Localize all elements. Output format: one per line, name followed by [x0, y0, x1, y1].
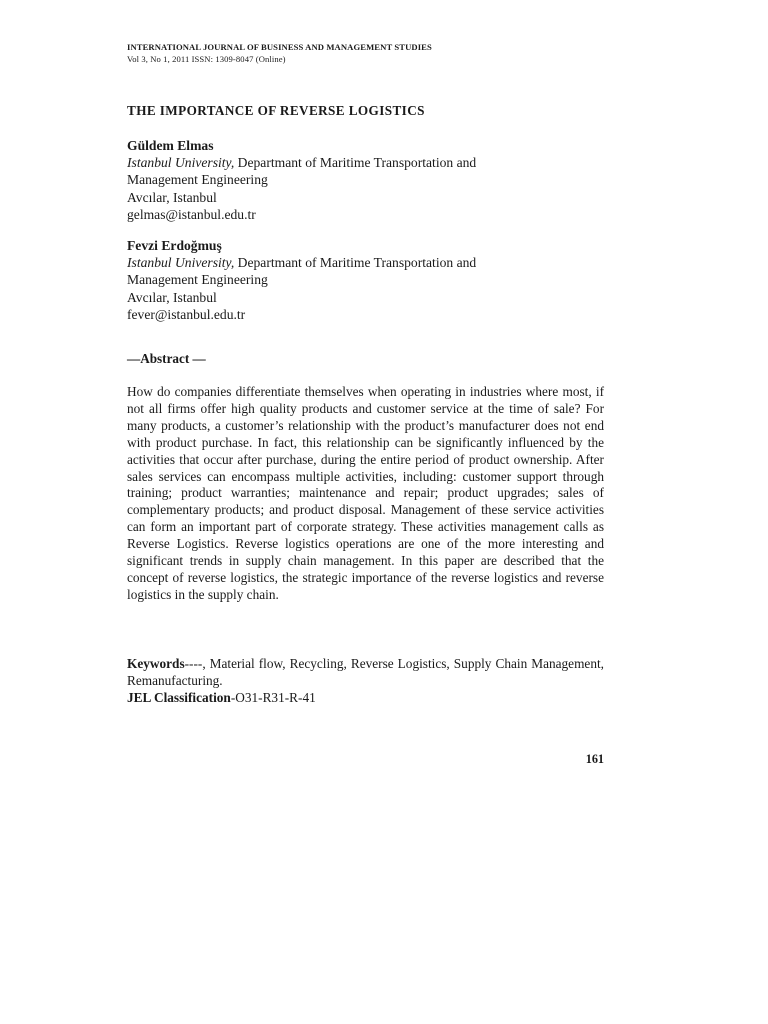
author-email[interactable]: gelmas@istanbul.edu.tr [127, 206, 256, 222]
author-affiliation [127, 154, 547, 171]
paper-title: THE IMPORTANCE OF REVERSE LOGISTICS [127, 103, 425, 118]
author-name: Güldem Elmas [127, 138, 214, 153]
journal-name: INTERNATIONAL JOURNAL OF BUSINESS AND MANAGEMENT STUDIES [127, 42, 432, 52]
jel-text: -O31-R31-R-41 [230, 690, 316, 705]
author-location: Avcılar, Istanbul [127, 289, 217, 305]
jel-classification [127, 689, 316, 706]
author-university: Istanbul University, [127, 255, 235, 271]
author-name: Fevzi Erdoğmuş [127, 238, 222, 253]
author-email[interactable]: fever@istanbul.edu.tr [127, 306, 246, 322]
author-location: Avcılar, Istanbul [127, 189, 217, 205]
jel-label: JEL Classification [127, 690, 231, 705]
author-university: Istanbul University, [127, 155, 235, 171]
abstract-text: How do companies differentiate themselves when operating in industries where most, if not all firms offer high quality products and customer service at the time of sale? For many products, a customer’s relationship with the product’s manufacturer does not end with product purchase. In fact, this relationship can be significantly influenced by the activities that occur after purchase, during the entire period of product ownership. After sales services can encompass multiple activities, including: customer support through training; product warranties; maintenance and repair; product upgrades; sales of complementary products; and product disposal. Management of these service activities can form an important part of corporate strategy. These activities management calls as Reverse Logistics. Reverse logistics operations are one of the more interesting and significant trends in supply chain management. In this paper are described that the concept of reverse logistics, the strategic importance of the reverse logistics and reverse logistics in the supply chain. [127, 384, 604, 602]
keywords-label: Keywords [127, 656, 185, 671]
keywords-text: ----, Material flow, Recycling, Reverse Logistics, Supply Chain Management, Remanufacturing. [127, 656, 604, 689]
author-block [127, 237, 547, 323]
author-department: Departmant of Maritime Transportation and [234, 255, 477, 271]
journal-header [127, 42, 432, 65]
author-block [127, 137, 547, 223]
page-number: 161 [585, 752, 604, 766]
keywords [127, 655, 604, 689]
author-department-line2: Management Engineering [127, 272, 268, 288]
journal-issue: Vol 3, No 1, 2011 ISSN: 1309-8047 (Online) [127, 53, 286, 64]
author-affiliation [127, 254, 547, 271]
author-department: Departmant of Maritime Transportation and [234, 155, 477, 171]
abstract-heading: —Abstract — [127, 351, 206, 366]
author-department-line2: Management Engineering [127, 172, 268, 188]
